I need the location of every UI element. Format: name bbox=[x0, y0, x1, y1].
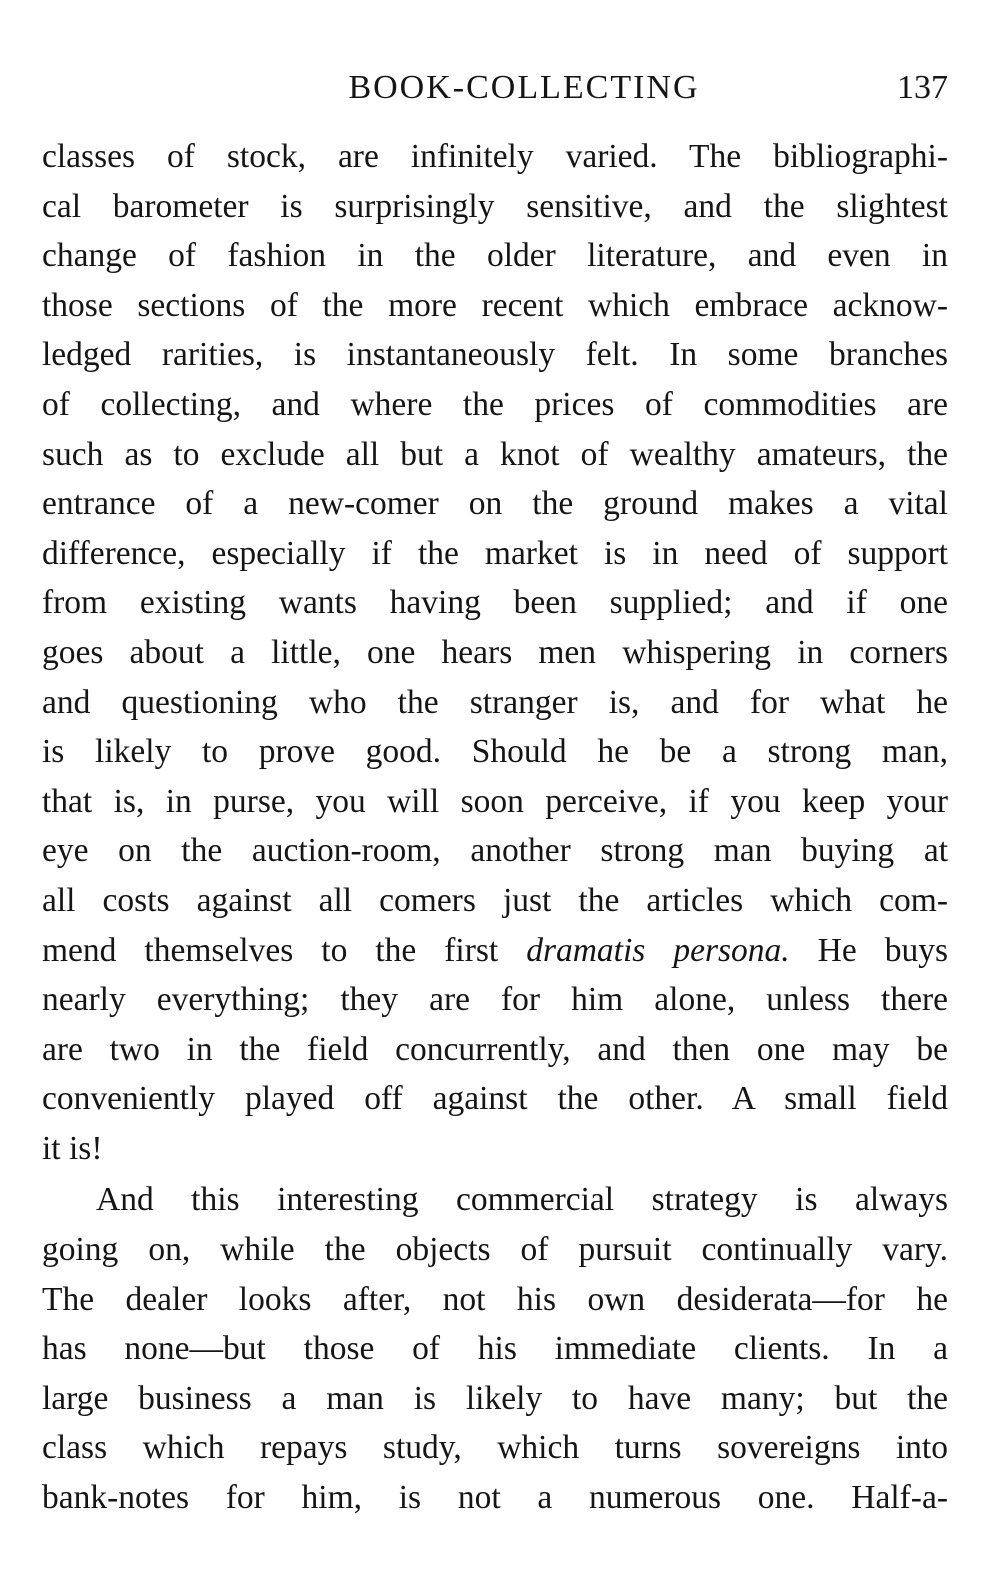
text-line: bank-notes for him, is not a numerous one. Half-a- bbox=[42, 1479, 948, 1517]
body-text bbox=[42, 132, 948, 1523]
text-line: difference, especially if the market is in need of support bbox=[42, 534, 948, 572]
paragraph-1 bbox=[42, 132, 948, 1173]
text-line: that is, in purse, you will soon perceive, if you keep your bbox=[42, 782, 948, 820]
text-line: is likely to prove good. Should he be a strong man, bbox=[42, 733, 948, 771]
text-line: class which repays study, which turns sovereigns into bbox=[42, 1429, 948, 1467]
text-run: mend themselves to the first bbox=[42, 931, 527, 969]
text-line: conveniently played off against the other. A small field bbox=[42, 1080, 948, 1118]
text-line: has none—but those of his immediate clients. In a bbox=[42, 1330, 948, 1368]
text-line: and questioning who the stranger is, and for what he bbox=[42, 683, 948, 721]
text-line: going on, while the objects of pursuit continually vary. bbox=[42, 1231, 948, 1269]
text-line: entrance of a new-comer on the ground makes a vital bbox=[42, 485, 948, 523]
running-header bbox=[40, 66, 948, 110]
text-line: change of fashion in the older literature, and even in bbox=[42, 237, 948, 275]
text-line-with-italic bbox=[42, 926, 948, 976]
text-line: of collecting, and where the prices of commodities are bbox=[42, 385, 948, 423]
text-line: such as to exclude all but a knot of wealthy amateurs, the bbox=[42, 435, 948, 473]
paragraph-2 bbox=[42, 1175, 948, 1522]
italic-phrase: dramatis persona. bbox=[526, 931, 790, 969]
text-line: all costs against all comers just the articles which com- bbox=[42, 881, 948, 919]
running-title: BOOK-COLLECTING bbox=[348, 69, 700, 106]
text-line: are two in the field concurrently, and then one may be bbox=[42, 1030, 948, 1068]
text-line: The dealer looks after, not his own desiderata—for he bbox=[42, 1280, 948, 1318]
text-run: He buys bbox=[789, 931, 948, 969]
text-line: And this interesting commercial strategy is always bbox=[96, 1181, 948, 1219]
text-line: eye on the auction-room, another strong man buying at bbox=[42, 832, 948, 870]
text-line: it is! bbox=[42, 1129, 103, 1167]
text-line: those sections of the more recent which embrace acknow- bbox=[42, 286, 948, 324]
text-line: large business a man is likely to have many; but the bbox=[42, 1379, 948, 1417]
page-number: 137 bbox=[897, 69, 948, 106]
text-line: classes of stock, are infinitely varied. The bibliographi- bbox=[42, 138, 948, 175]
text-line: goes about a little, one hears men whispering in corners bbox=[42, 633, 948, 671]
text-line: ledged rarities, is instantaneously felt. In some branches bbox=[42, 336, 948, 374]
text-line: nearly everything; they are for him alone, unless there bbox=[42, 981, 948, 1019]
text-line: from existing wants having been supplied; and if one bbox=[42, 584, 948, 622]
text-line: cal barometer is surprisingly sensitive, and the slightest bbox=[42, 187, 948, 225]
